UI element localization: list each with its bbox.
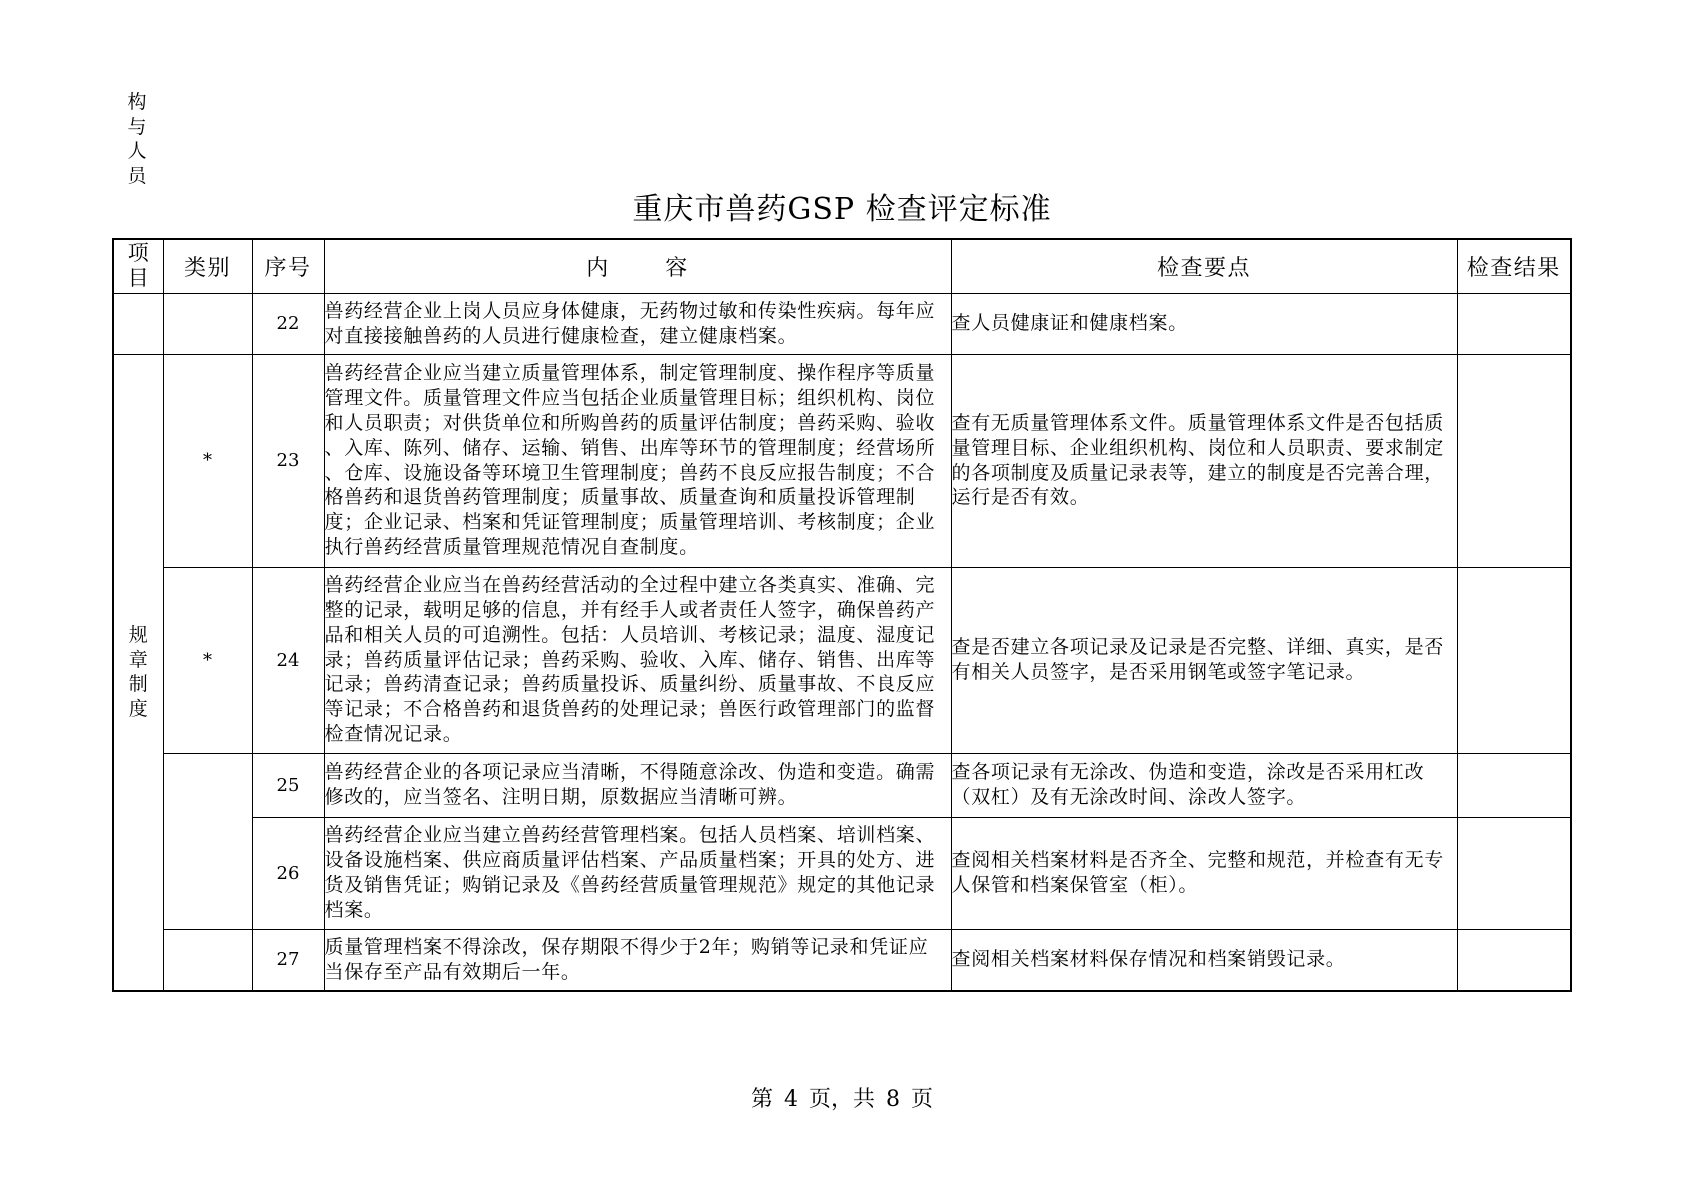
check-points-text [952,311,1457,336]
content-text [325,823,951,922]
table-row [113,753,1571,817]
check-points-line: 运行是否有效。 [951,486,1090,509]
page-title: 重庆市兽药GSP 检查评定标准 [632,192,1052,227]
content-line: 、仓库、设施设备等环境卫生管理制度；兽药不良反应报告制度；不合 [324,461,936,484]
content-line: 兽药经营企业应当建立兽药经营管理档案。包括人员档案、培训档案、 [324,824,936,847]
content-line: 对直接接触兽药的人员进行健康检查，建立健康档案。 [324,324,798,347]
category-mark: * [163,567,252,753]
check-points-line: 查人员健康证和健康档案。 [951,312,1188,335]
check-points-cell [951,929,1457,991]
category-cell [163,929,252,991]
result-cell [1457,929,1571,991]
check-points-text [952,760,1457,810]
content-line: 格兽药和退货兽药管理制度；质量事故、质量查询和质量投诉管理制 [324,486,916,509]
check-points-cell [951,293,1457,354]
header-project-cell [113,239,163,293]
category-cell [163,293,252,354]
check-points-text [952,947,1457,972]
check-points-text [952,848,1457,898]
header-check-points: 检查要点 [951,239,1457,293]
content-line: 货及销售凭证；购销记录及《兽药经营质量管理规范》规定的其他记录 [324,874,936,896]
content-cell [324,929,951,991]
result-cell [1457,567,1571,753]
result-cell [1457,753,1571,817]
check-points-cell [951,567,1457,753]
content-text [325,573,951,747]
content-cell [324,293,951,354]
content-cell [324,567,951,753]
content-cell [324,817,951,929]
header-result: 检查结果 [1457,239,1571,293]
check-points-line: 查各项记录有无涂改、伪造和变造，涂改是否采用杠改 [951,761,1425,784]
content-line: 兽药经营企业应当在兽药经营活动的全过程中建立各类真实、准确、完 [324,574,936,597]
check-points-text [952,635,1457,685]
check-points-line: 人保管和档案保管室（柜）。 [951,874,1199,896]
content-line: 质量管理档案不得涂改，保存期限不得少于2年；购销等记录和凭证应 [324,935,929,958]
header-category: 类别 [163,239,252,293]
inspection-standard-table [112,238,1572,992]
content-line: 兽药经营企业的各项记录应当清晰，不得随意涂改、伪造和变造。确需 [324,761,936,784]
check-points-line: 有相关人员签字，是否采用钢笔或签字笔记录。 [951,661,1366,683]
table-row [113,929,1571,991]
check-points-line: 的各项制度及质量记录表等，建立的制度是否完善合理， [951,461,1445,484]
category-mark: * [163,354,252,567]
header-number: 序号 [252,239,324,293]
result-cell [1457,817,1571,929]
content-line: 和人员职责；对供货单位和所购兽药的质量评估制度；兽药采购、验收 [324,411,936,434]
content-text [325,760,951,810]
section-label: 规章制度 [128,623,148,720]
row-number: 22 [252,293,324,354]
content-line: 兽药经营企业应当建立质量管理体系，制定管理制度、操作程序等质量 [324,362,936,385]
check-points-line: 查阅相关档案材料保存情况和档案销毁记录。 [951,948,1346,971]
content-line: 整的记录，载明足够的信息，并有经手人或者责任人签字，确保兽药产 [324,599,936,621]
content-text [325,935,951,985]
row-number: 26 [252,817,324,929]
content-line: 当保存至产品有效期后一年。 [324,960,581,983]
table-row [113,567,1571,753]
header-content: 内 容 [324,239,951,293]
content-line: 档案。 [324,898,384,921]
content-line: 度；企业记录、档案和凭证管理制度；质量管理培训、考核制度；企业 [324,511,936,534]
row-number: 27 [252,929,324,991]
content-line: 修改的，应当签名、注明日期，原数据应当清晰可辨。 [324,786,798,808]
result-cell [1457,354,1571,567]
page-number: 第 4 页，共 8 页 [751,1087,933,1112]
content-line: 等记录；不合格兽药和退货兽药的处理记录；兽医行政管理部门的监督 [324,698,936,721]
content-line: 、入库、陈列、储存、运输、销售、出库等环节的管理制度；经营场所 [324,436,936,459]
check-points-line: 查阅相关档案材料是否齐全、完整和规范，并检查有无专 [951,849,1445,872]
content-line: 兽药经营企业上岗人员应身体健康，无药物过敏和传染性疾病。每年应 [324,299,936,322]
content-text [325,299,951,349]
check-points-cell [951,817,1457,929]
check-points-cell [951,354,1457,567]
result-cell [1457,293,1571,354]
row-number: 25 [252,753,324,817]
check-points-line: 量管理目标、企业组织机构、岗位和人员职责、要求制定 [951,436,1445,459]
check-points-text [952,411,1457,510]
project-cell [113,293,163,354]
table-header-row [113,239,1571,293]
content-text [325,361,951,559]
content-line: 录；兽药质量评估记录；兽药采购、验收、入库、储存、销售、出库等 [324,648,936,671]
content-line: 品和相关人员的可追溯性。包括：人员培训、考核记录；温度、湿度记 [324,623,936,646]
content-line: 管理文件。质量管理文件应当包括企业质量管理目标；组织机构、岗位 [324,387,936,410]
header-project: 项目 [127,241,149,291]
check-points-line: 查有无质量管理体系文件。质量管理体系文件是否包括质 [951,411,1445,434]
table-row [113,354,1571,567]
check-points-line: 查是否建立各项记录及记录是否完整、详细、真实，是否 [951,636,1445,659]
row-number: 23 [252,354,324,567]
row-number: 24 [252,567,324,753]
content-line: 检查情况记录。 [324,722,463,745]
check-points-line: （双杠）及有无涂改时间、涂改人签字。 [951,786,1307,808]
content-line: 记录；兽药清查记录；兽药质量投诉、质量纠纷、质量事故、不良反应 [324,673,936,696]
content-cell [324,753,951,817]
content-line: 执行兽药经营质量管理规范情况自查制度。 [324,535,699,558]
table-row [113,817,1571,929]
content-cell [324,354,951,567]
check-points-cell [951,753,1457,817]
category-cell [163,753,252,929]
content-line: 设备设施档案、供应商质量评估档案、产品质量档案；开具的处方、进 [324,849,936,872]
table-row [113,293,1571,354]
section-cell [113,354,163,991]
margin-note-continued-section: 构与人员 [127,91,147,188]
